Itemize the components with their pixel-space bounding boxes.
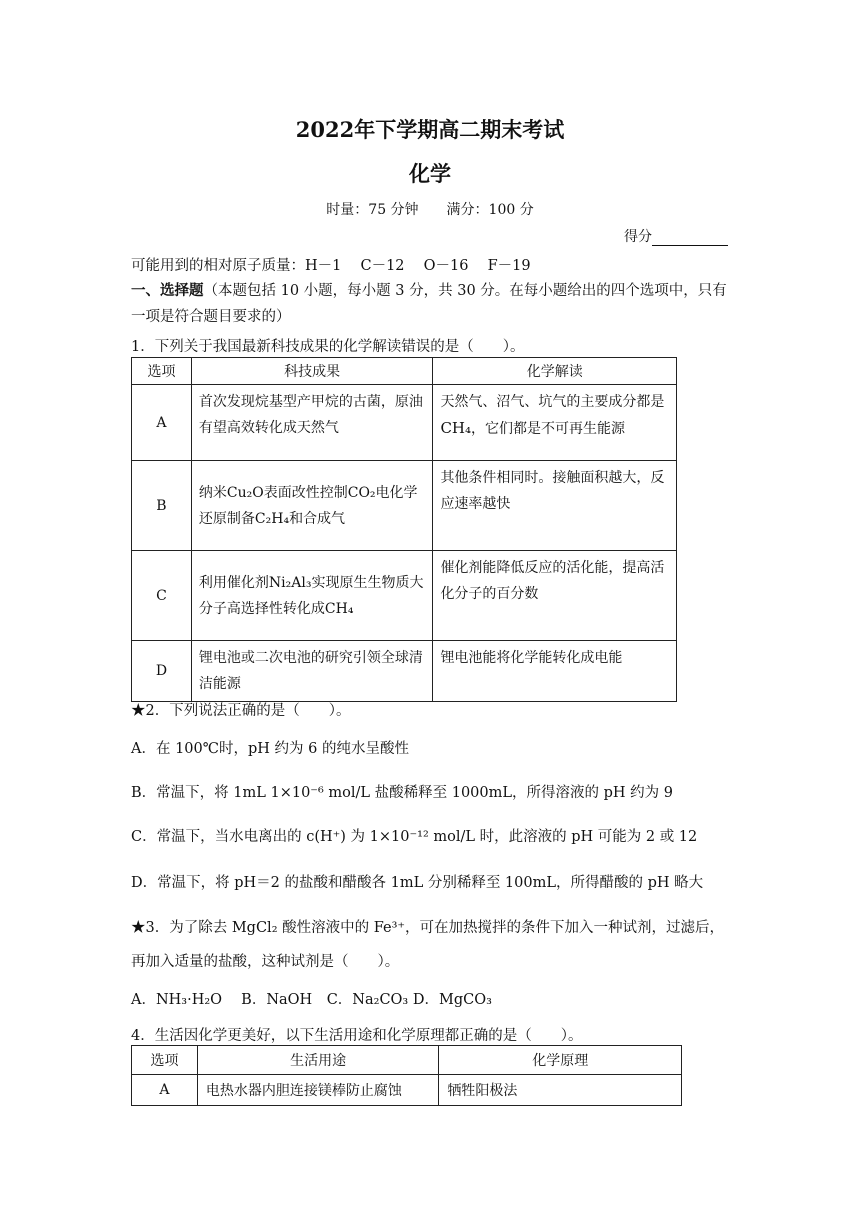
q4-header-option: 选项: [132, 1046, 198, 1075]
q1-table: [131, 357, 677, 702]
q4-stem: 4．生活因化学更美好，以下生活用途和化学原理都正确的是（ ）。: [131, 1028, 583, 1044]
q4-row-a: [132, 1075, 682, 1106]
q1-row-d: [132, 641, 677, 702]
q1-option-c: C: [132, 551, 192, 641]
q1-row-b: [132, 461, 677, 551]
atomic-mass-line: 可能用到的相对原子质量：H－1 C－12 O－16 F－19: [131, 258, 531, 274]
q1-achieve-b-f1: Cu₂O: [226, 484, 264, 501]
section1-note: （本题包括 10 小题，每小题 3 分，共 30 分。在每小题给出的四个选项中，只有一项是符合题目要求的）: [131, 283, 727, 325]
score-field: [624, 226, 728, 246]
q2-stem: ★2．下列说法正确的是（ ）。: [131, 703, 351, 719]
q1-interpretation-b: 其他条件相同时。接触面积越大，反应速率越快: [433, 461, 677, 551]
q1-achieve-b-f3: C₂H₄: [254, 510, 290, 527]
q1-achievement-c: [191, 551, 433, 641]
q1-achieve-b-t4: 和合成气: [289, 510, 346, 527]
q1-achieve-c-t1: 利用催化剂: [198, 574, 269, 591]
q1-header-achievement: 科技成果: [191, 358, 433, 385]
q4-principle-a: 牺牲阳极法: [439, 1075, 682, 1106]
q4-header-principle: 化学原理: [439, 1046, 682, 1075]
q3-options: A．NH₃·H₂O B．NaOH C．Na₂CO₃ D．MgCO₃: [131, 992, 492, 1008]
q1-stem: 1．下列关于我国最新科技成果的化学解读错误的是（ ）。: [131, 339, 525, 355]
q1-interpretation-c: 催化剂能降低反应的活化能，提高活化分子的百分数: [433, 551, 677, 641]
q1-row-c: [132, 551, 677, 641]
q4-table: [131, 1045, 682, 1106]
q1-interp-a-text2: ，它们都是不可再生能源: [471, 421, 626, 437]
q2-option-c: C．常温下，当水电离出的 c(H⁺) 为 1×10⁻¹² mol/L 时，此溶液的 pH 可能为 2 或 12: [131, 829, 698, 845]
q1-achieve-c-f2: CH₄: [324, 600, 354, 617]
q1-header-row: [132, 358, 677, 385]
q4-header-row: [132, 1046, 682, 1075]
q1-header-interpretation: 化学解读: [433, 358, 677, 385]
q4-header-use: 生活用途: [197, 1046, 439, 1075]
q1-header-option: 选项: [132, 358, 192, 385]
q1-interpretation-a: [433, 385, 677, 461]
q1-achievement-b: [191, 461, 433, 551]
q1-achievement-a: 首次发现烷基型产甲烷的古菌，原油有望高效转化成天然气: [191, 385, 433, 461]
q1-achieve-b-t2: 表面改性控制: [263, 484, 348, 501]
q1-option-a: A: [132, 385, 192, 461]
score-label: 得分: [624, 229, 652, 245]
q1-achieve-c-f1: Ni₂Al₃: [268, 574, 312, 591]
q1-interpretation-d: 锂电池能将化学能转化成电能: [433, 641, 677, 702]
q1-achieve-b-f2: CO₂: [347, 484, 376, 501]
q1-row-a: [132, 385, 677, 461]
q1-interp-a-text1: 天然气、沼气、坑气的主要成分都是: [440, 394, 665, 410]
section1-intro: [131, 278, 731, 330]
q3-stem: ★3．为了除去 MgCl₂ 酸性溶液中的 Fe³⁺，可在加热搅拌的条件下加入一种试剂，过滤后，再加入适量的盐酸，这种试剂是（ ）。: [131, 920, 725, 970]
q1-achieve-b-t3: 电化学还原制备: [198, 484, 418, 527]
q4-use-a: 电热水器内胆连接镁棒防止腐蚀: [197, 1075, 439, 1106]
q2-option-b: B．常温下，将 1mL 1×10⁻⁶ mol/L 盐酸稀释至 1000mL，所得溶液的 pH 约为 9: [131, 785, 673, 801]
q2-option-a: A．在 100℃时，pH 约为 6 的纯水呈酸性: [131, 741, 409, 757]
q2-option-d: D．常温下，将 pH＝2 的盐酸和醋酸各 1mL 分别稀释至 100mL，所得醋酸的 pH 略大: [131, 875, 704, 891]
q1-option-b: B: [132, 461, 192, 551]
q1-achieve-b-t1: 纳米: [198, 484, 227, 501]
q1-achieve-c-t2: 实现原生生物质大分子高选择性转化成: [198, 574, 424, 617]
q1-achievement-d: 锂电池或二次电池的研究引领全球清洁能源: [191, 641, 433, 702]
subject-title: 化学: [409, 161, 451, 186]
score-blank: [652, 231, 728, 246]
time-info: 时量：75 分钟 满分：100 分: [326, 202, 534, 218]
q1-interp-a-formula: CH₄: [440, 419, 472, 437]
exam-title: 2022年下学期高二期末考试: [295, 117, 565, 142]
section1-heading: 一、选择题: [131, 282, 204, 299]
q4-option-a: A: [132, 1075, 198, 1106]
q1-option-d: D: [132, 641, 192, 702]
